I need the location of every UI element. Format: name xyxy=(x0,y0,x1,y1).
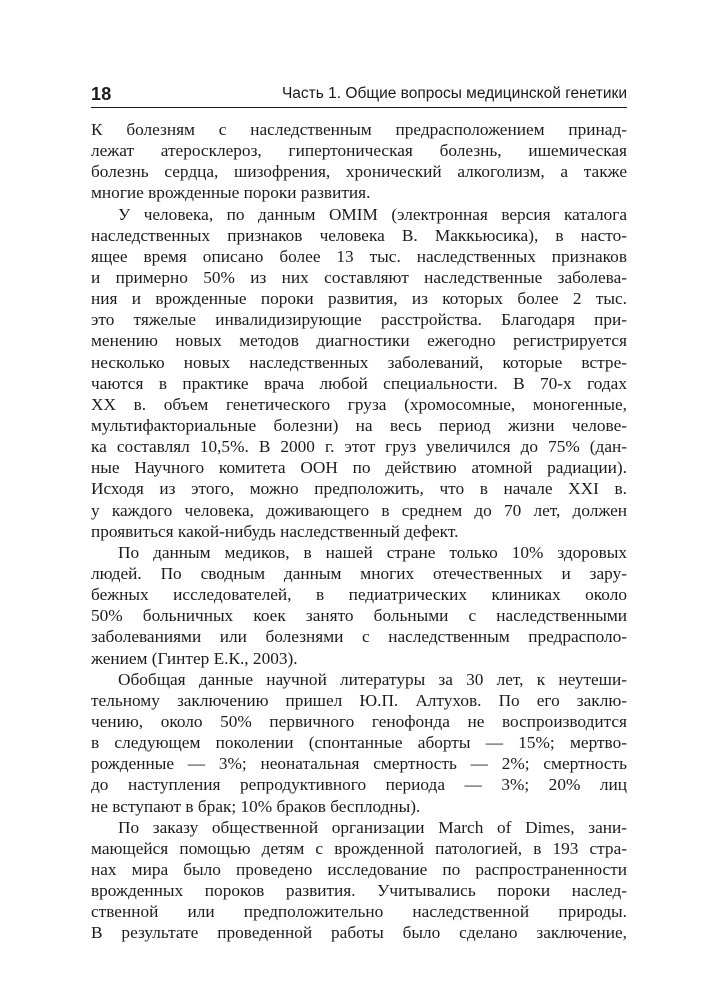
text-line: людей. По сводным данным многих отечественных и зару- xyxy=(91,563,627,583)
header-rule xyxy=(91,107,627,108)
text-line: По заказу общественной организации March of Dimes, зани- xyxy=(118,817,627,837)
text-line: не вступают в брак; 10% браков бесплодны). xyxy=(91,796,421,816)
paragraph xyxy=(91,204,627,542)
text-line: тельному заключению пришел Ю.П. Алтухов. По его заклю- xyxy=(91,690,627,710)
text-line: Обобщая данные научной литературы за 30 лет, к неутеши- xyxy=(118,669,627,689)
text-line: менению новых методов диагностики ежегодно регистрируется xyxy=(91,331,627,351)
text-line: По данным медиков, в нашей стране только 10% здоровых xyxy=(118,542,627,562)
paragraph xyxy=(91,669,627,817)
text-line: мающейся помощью детям с врожденной патологией, в 193 стра- xyxy=(91,838,627,858)
text-line: ка составлял 10,5%. В 2000 г. этот груз увеличился до 75% (дан- xyxy=(91,437,627,457)
text-line: чению, около 50% первичного генофонда не воспроизводится xyxy=(91,711,627,731)
text-line: жением (Гинтер Е.К., 2003). xyxy=(91,648,298,668)
paragraph xyxy=(91,817,627,944)
paragraph xyxy=(91,542,627,669)
running-title: Часть 1. Общие вопросы медицинской генетики xyxy=(281,85,627,102)
text-line: и примерно 50% из них составляют наследственные заболева- xyxy=(91,267,627,287)
text-line: это тяжелые инвалидизирующие расстройства. Благодаря при- xyxy=(91,310,627,330)
text-line: проявиться какой-нибудь наследственный дефект. xyxy=(91,521,459,541)
page-number: 18 xyxy=(91,84,112,104)
text-line: заболеваниями или болезнями с наследственным предрасполо- xyxy=(91,627,627,647)
text-line: в следующем поколении (спонтанные аборты — 15%; мертво- xyxy=(91,733,627,753)
text-line: мультифакториальные болезни) на весь период жизни челове- xyxy=(91,415,627,435)
text-line: рожденные — 3%; неонатальная смертность — 2%; смертность xyxy=(91,754,627,774)
body-text xyxy=(91,119,627,943)
text-line: врожденных пороков развития. Учитывались пороки наслед- xyxy=(91,881,627,901)
text-line: наследственных признаков человека В. Маккьюсика), в насто- xyxy=(91,225,627,245)
text-line: Исходя из этого, можно предположить, что в начале XXI в. xyxy=(91,479,627,499)
text-line: ния и врожденные пороки развития, из которых более 2 тыс. xyxy=(91,289,627,309)
text-line: ящее время описано более 13 тыс. наследственных признаков xyxy=(91,246,627,266)
text-line: К болезням с наследственным предрасположением принад- xyxy=(91,120,627,139)
text-line: бежных исследователей, в педиатрических клиниках около xyxy=(91,585,627,605)
text-line: У человека, по данным OMIM (электронная версия каталога xyxy=(118,204,627,224)
text-line: ственной или предположительно наследственной природы. xyxy=(91,902,627,922)
text-line: болезнь сердца, шизофрения, хронический алкоголизм, а также xyxy=(91,162,627,182)
text-line: В результате проведенной работы было сделано заключение, xyxy=(91,923,627,943)
text-line: нах мира было проведено исследование по распространенности xyxy=(91,859,627,879)
text-line: XX в. объем генетического груза (хромосомные, моногенные, xyxy=(91,394,627,414)
text-line: до наступления репродуктивного периода — 3%; 20% лиц xyxy=(91,775,627,795)
text-line: чаются в практике врача любой специальности. В 70-х годах xyxy=(91,373,627,393)
text-line: многие врожденные пороки развития. xyxy=(91,183,371,203)
text-line: ные Научного комитета ООН по действию атомной радиации). xyxy=(91,458,627,478)
text-line: у каждого человека, доживающего в среднем до 70 лет, должен xyxy=(91,500,627,520)
text-line: 50% больничных коек занято больными с наследственными xyxy=(91,606,627,626)
text-line: несколько новых наследственных заболеваний, которые встре- xyxy=(91,352,627,372)
text-line: лежат атеросклероз, гипертоническая болезнь, ишемическая xyxy=(91,141,627,161)
paragraph xyxy=(91,119,627,204)
page-header xyxy=(91,82,627,108)
